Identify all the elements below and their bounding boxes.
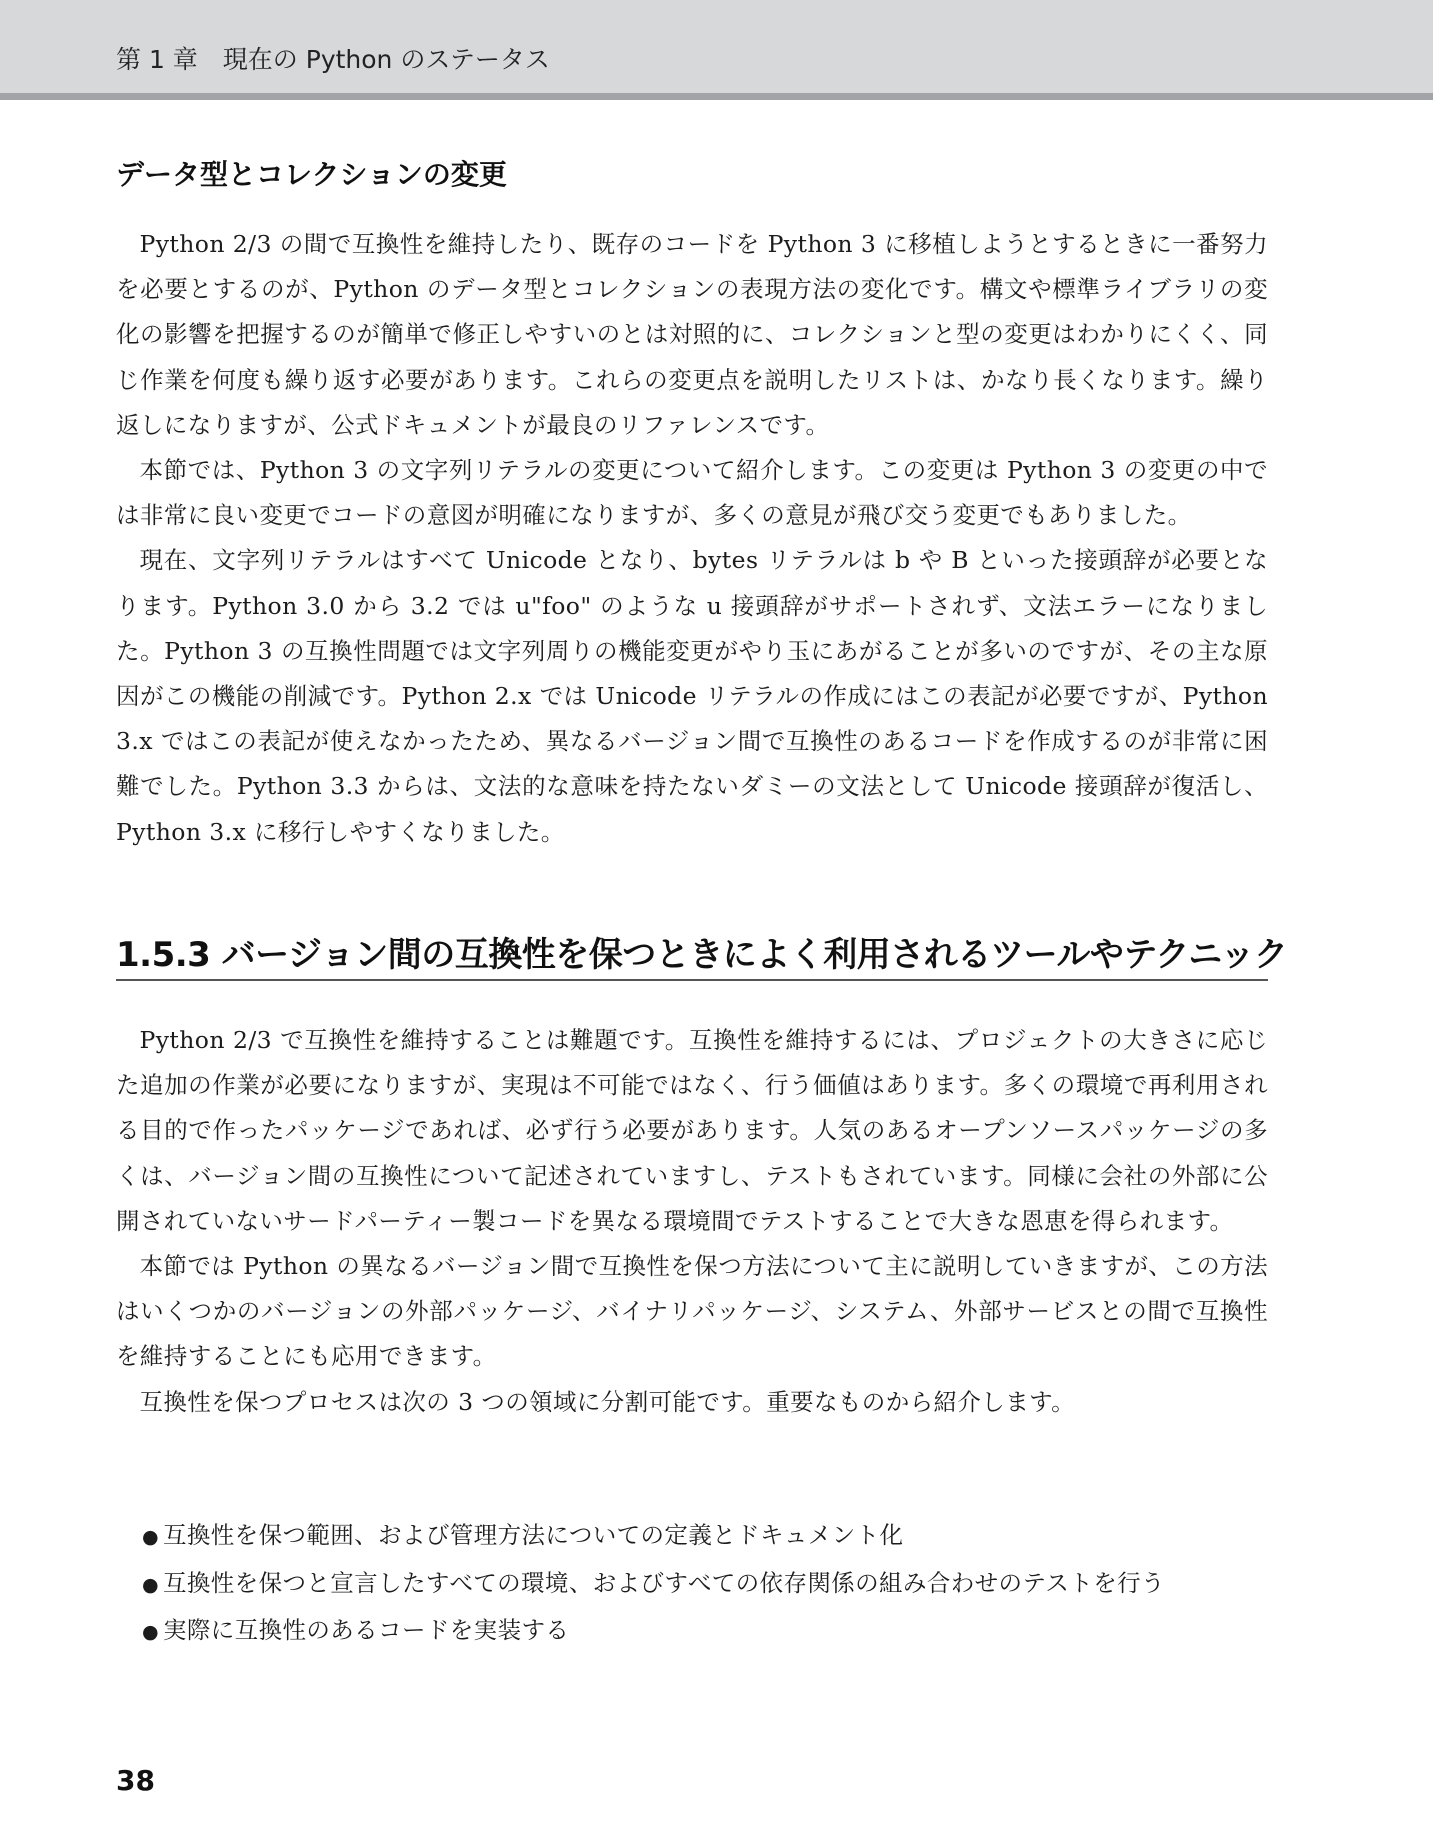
chapter-title: 第 1 章 現在の Python のステータス	[116, 45, 550, 74]
list-item-text: 互換性を保つ範囲、および管理方法についての定義とドキュメント化	[162, 1521, 904, 1549]
bullet-list	[142, 1513, 1165, 1656]
bullet-icon: ●	[142, 1573, 159, 1596]
paragraph: 現在、文字列リテラルはすべて Unicode となり、bytes リテラルは b や B といった接頭辞が必要となります。Python 3.0 から 3.2 では u"foo" のような u 接頭辞がサポートされず、文法エラーになりました。Python 3 の互換性問題では文字列周りの機能変更がやり玉にあがることが多いのですが、その主な原因がこの機能の削減です。Python 2.x では Unicode リテラルの作成にはこの表記が必要ですが、Python 3.x ではこの表記が使えなかったため、異なるバージョン間で互換性のあるコードを作成するのが非常に困難でした。Python 3.3 からは、文法的な意味を持たないダミーの文法として Unicode 接頭辞が復活し、Python 3.x に移行しやすくなりました。	[116, 546, 1268, 846]
list-item-text: 実際に互換性のあるコードを実装する	[162, 1616, 570, 1644]
paragraph: 本節では、Python 3 の文字列リテラルの変更について紹介します。この変更は Python 3 の変更の中では非常に良い変更でコードの意図が明確になりますが、多くの意見が飛び交う変更でもありました。	[116, 456, 1268, 530]
subsection-body	[116, 222, 1268, 855]
paragraph: 本節では Python の異なるバージョン間で互換性を保つ方法について主に説明していきますが、この方法はいくつかのバージョンの外部パッケージ、バイナリパッケージ、システム、外部サービスとの間で互換性を維持することにも応用できます。	[116, 1252, 1268, 1371]
paragraph: Python 2/3 で互換性を維持することは難題です。互換性を維持するには、プロジェクトの大きさに応じた追加の作業が必要になりますが、実現は不可能ではなく、行う価値はあります。多くの環境で再利用される目的で作ったパッケージであれば、必ず行う必要があります。人気のあるオープンソースパッケージの多くは、バージョン間の互換性について記述されていますし、テストもされています。同様に会社の外部に公開されていないサードパーティー製コードを異なる環境間でテストすることで大きな恩恵を得られます。	[116, 1026, 1268, 1235]
section-body	[116, 1018, 1268, 1425]
page-header	[0, 0, 1433, 93]
list-item-text: 互換性を保つと宣言したすべての環境、およびすべての依存関係の組み合わせのテストを行う	[162, 1568, 1165, 1597]
paragraph: Python 2/3 の間で互換性を維持したり、既存のコードを Python 3 に移植しようとするときに一番努力を必要とするのが、Python のデータ型とコレクションの表現方法の変化です。構文や標準ライブラリの変化の影響を把握するのが簡単で修正しやすいのとは対照的に、コレクションと型の変更はわかりにくく、同じ作業を何度も繰り返す必要があります。これらの変更点を説明したリストは、かなり長くなります。繰り返しになりますが、公式ドキュメントが最良のリファレンスです。	[116, 230, 1268, 439]
bullet-icon: ●	[142, 1526, 159, 1548]
subsection-title: データ型とコレクションの変更	[116, 158, 507, 191]
list-item	[142, 1561, 1165, 1609]
list-item	[142, 1608, 1165, 1656]
page-number: 38	[116, 1764, 155, 1797]
list-item	[142, 1513, 1165, 1561]
bullet-icon: ●	[142, 1621, 159, 1643]
header-rule	[0, 93, 1433, 100]
paragraph: 互換性を保つプロセスは次の 3 つの領域に分割可能です。重要なものから紹介します。	[139, 1387, 1076, 1416]
section-title: 1.5.3 バージョン間の互換性を保つときによく利用されるツールやテクニック	[116, 927, 1268, 981]
